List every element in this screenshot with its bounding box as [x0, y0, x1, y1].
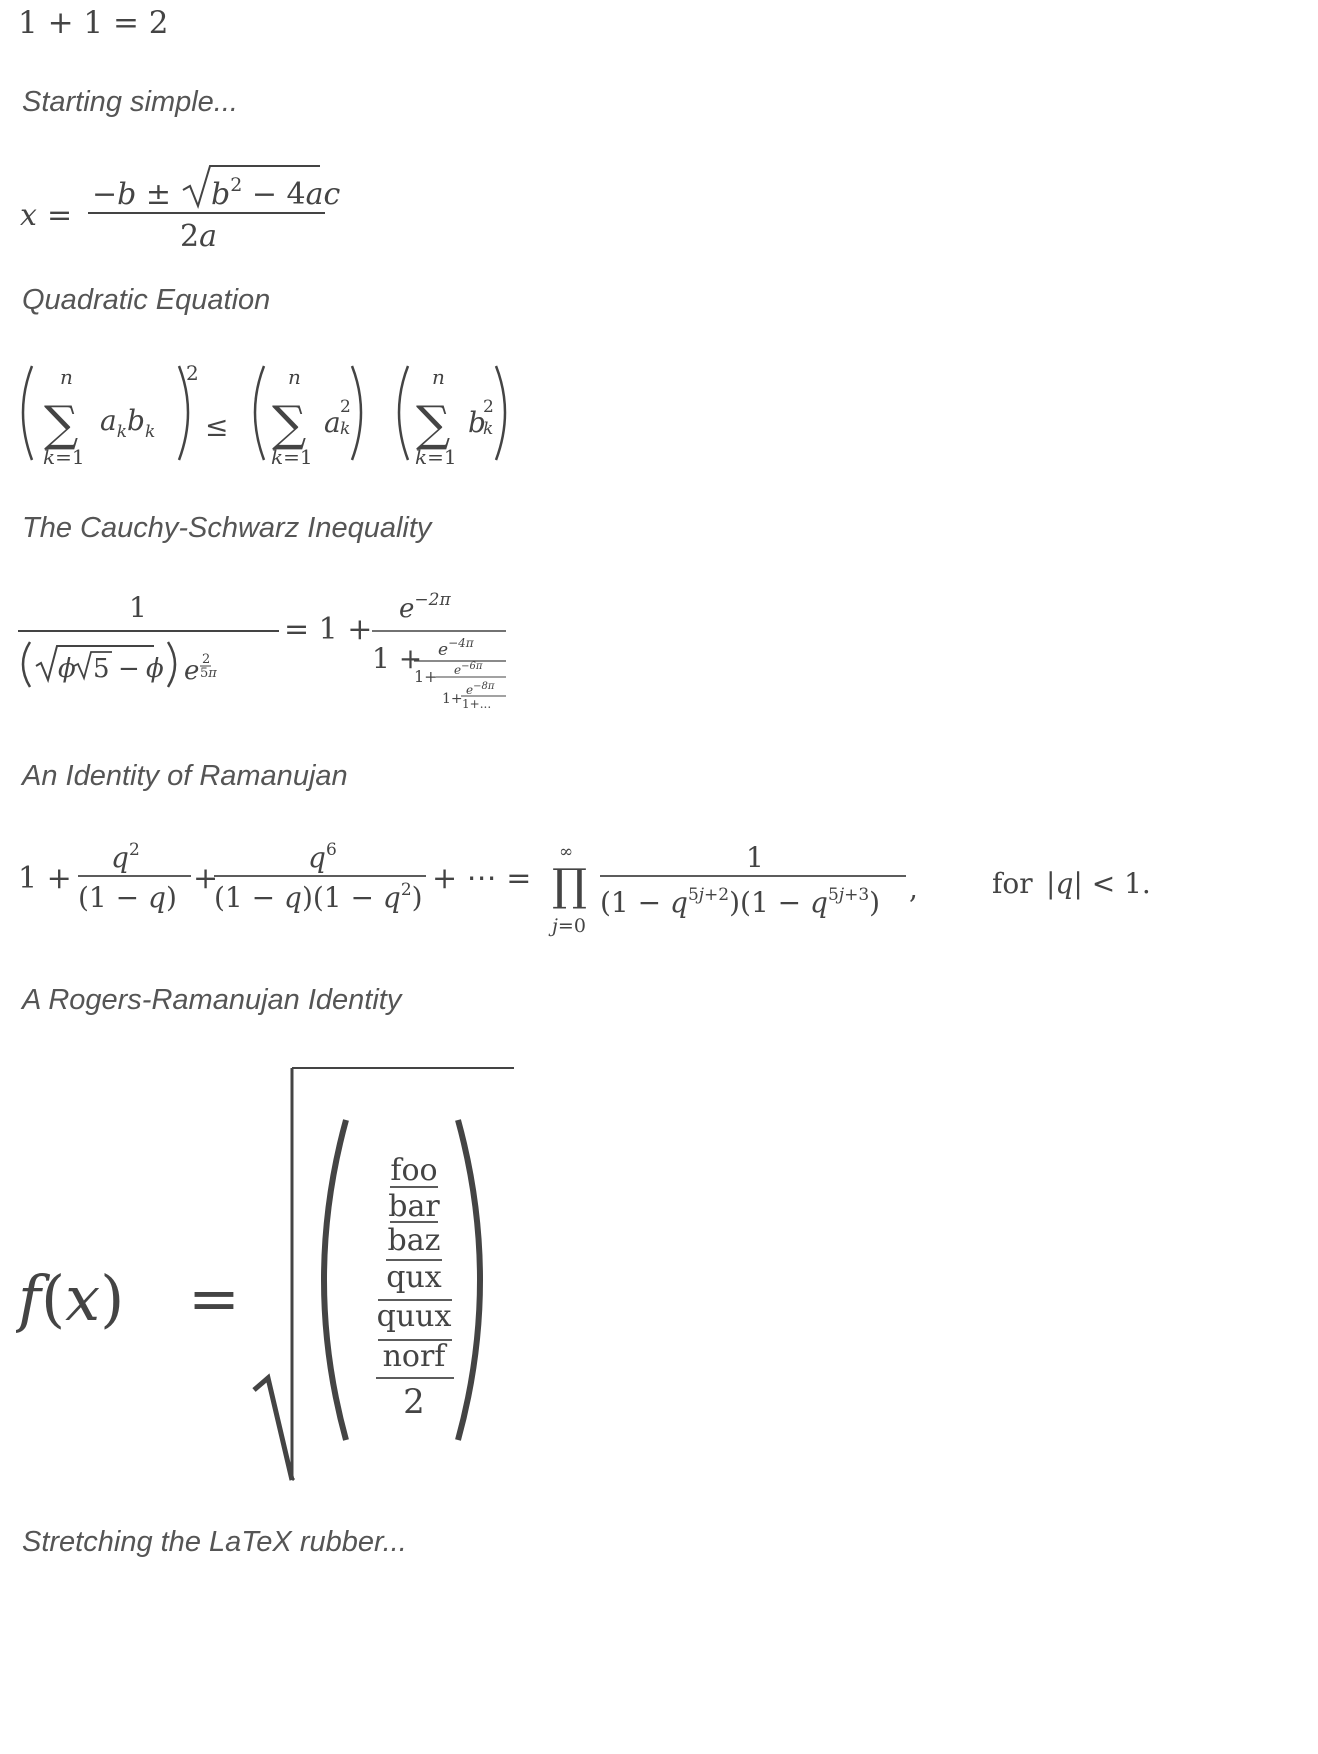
- cf-l3-numerator: $e^{-6}\pi$: [454, 661, 483, 677]
- stretch-word-2: 2: [403, 1382, 425, 1422]
- stretch-word-quux: quux: [376, 1299, 452, 1334]
- stretch-word-norf: norf: [382, 1339, 446, 1374]
- cf-l1-one-plus: 1 +: [372, 642, 423, 675]
- cf-l1-numerator: $e^{-2}\pi$: [399, 590, 451, 624]
- sum2-upper: n: [288, 365, 301, 389]
- left-paren-1: [23, 366, 32, 460]
- ramanujan-exp-num: 2: [202, 652, 211, 667]
- ramanujan-minus: −: [118, 654, 140, 684]
- formula-cauchy-schwarz: [18, 356, 578, 480]
- formula-quadratic: [20, 160, 360, 284]
- formula-rogers-ramanujan: [16, 820, 1296, 954]
- formula-ramanujan-render: [16, 582, 556, 732]
- sum1-lower: k=1: [43, 445, 85, 469]
- caption-simple: Starting simple...: [22, 86, 238, 118]
- rr-frac2-den: $(1 - q)(1 - q^2)$: [214, 880, 423, 914]
- rr-frac2-num: $q^6$: [308, 840, 337, 874]
- stretch-word-bar: bar: [388, 1189, 440, 1224]
- rr-plus-1: +: [193, 861, 219, 896]
- sum3-sup: 2: [483, 397, 494, 417]
- sum3-sigma: ∑: [416, 396, 451, 452]
- sum1-upper: n: [60, 365, 73, 389]
- stretch-f-of-x: f(x): [18, 1262, 125, 1335]
- stretch-word-baz: baz: [387, 1223, 441, 1258]
- sum2-sup: 2: [340, 397, 351, 417]
- formula-ramanujan: [16, 582, 556, 736]
- left-paren-2: [255, 366, 264, 460]
- formula-rogers-ramanujan-render: [16, 820, 1296, 950]
- quadratic-denominator: 2a: [180, 219, 217, 254]
- leq-sign: ≤: [205, 410, 229, 443]
- exponent-2: 2: [186, 361, 199, 385]
- formula-simple-render: [16, 0, 186, 48]
- ramanujan-e: e: [184, 656, 200, 686]
- formula-stretching-render: [16, 1050, 576, 1500]
- rr-comma: ,: [909, 872, 918, 905]
- rr-frac3-num: 1: [746, 841, 764, 874]
- cf-l2-numerator: $e^{-4}\pi$: [438, 636, 474, 660]
- formula-cauchy-schwarz-render: [18, 356, 578, 476]
- stretch-left-paren: [324, 1120, 346, 1440]
- ramanujan-exp-den: 5π: [200, 666, 217, 681]
- cf-l3-one-plus: 1+: [442, 691, 463, 707]
- stretch-equals: =: [188, 1262, 240, 1335]
- sum2-sub: k: [340, 419, 351, 439]
- formula-simple-text: 1 + 1 = 2: [18, 5, 169, 41]
- ramanujan-rparen: [168, 642, 175, 687]
- caption-rogers-ramanujan: A Rogers-Ramanujan Identity: [22, 984, 402, 1016]
- ramanujan-lparen: [23, 642, 30, 687]
- sum2-sigma: ∑: [272, 396, 307, 452]
- sum2-term: a: [324, 406, 341, 439]
- formula-stretching: [16, 1050, 576, 1504]
- caption-stretching: Stretching the LaTeX rubber...: [22, 1526, 407, 1558]
- sum3-sub: k: [483, 419, 494, 439]
- rr-plus-dots-equals: + ⋯ =: [432, 861, 532, 896]
- rr-frac1-num: $q^2$: [111, 840, 140, 874]
- stretch-radical-hook: [254, 1378, 292, 1480]
- stretch-right-paren: [458, 1120, 480, 1440]
- quadratic-x: x: [20, 198, 37, 233]
- stretch-word-qux: qux: [386, 1260, 442, 1295]
- caption-cauchy-schwarz: The Cauchy-Schwarz Inequality: [22, 512, 432, 544]
- rr-condition-for: for: [992, 867, 1033, 900]
- quadratic-numerator-left: −b ±: [92, 177, 172, 212]
- quadratic-radicand: $b^2 - 4ac$: [211, 174, 341, 212]
- ramanujan-five: 5: [93, 654, 110, 684]
- cf-l4-numerator: $e^{-8}\pi$: [466, 681, 495, 697]
- sum3-term: b: [468, 406, 486, 439]
- sum3-upper: n: [432, 365, 445, 389]
- rr-prod-symbol: ∏: [552, 860, 588, 911]
- rr-frac3-den: $(1 - q^{5j+2})(1 - q^{5j+3})$: [600, 885, 881, 919]
- sum3-lower: k=1: [415, 445, 457, 469]
- ramanujan-phi-1: ϕ: [58, 654, 76, 684]
- rr-prod-lower: j=0: [552, 915, 586, 937]
- cf-l4-tail: 1+...: [462, 697, 492, 711]
- sum1-sigma: ∑: [44, 396, 79, 452]
- ramanujan-phi-2: ϕ: [146, 654, 164, 684]
- rr-condition-expr: |q| < 1.: [1046, 867, 1151, 900]
- caption-ramanujan: An Identity of Ramanujan: [22, 760, 348, 792]
- quadratic-equals: =: [47, 198, 73, 233]
- right-paren-3: [496, 366, 505, 460]
- ramanujan-equals-one-plus: = 1 +: [284, 612, 373, 647]
- left-paren-3: [399, 366, 408, 460]
- rr-prod-upper: ∞: [559, 842, 574, 862]
- rr-one-plus: 1 +: [18, 861, 72, 896]
- right-paren-2: [352, 366, 361, 460]
- formula-quadratic-render: [20, 160, 360, 280]
- formula-simple: [16, 0, 186, 52]
- stretch-word-foo: foo: [390, 1153, 438, 1188]
- sum1-term: $a_kb_k$: [100, 404, 156, 442]
- ramanujan-left-numerator: 1: [129, 591, 147, 624]
- cf-l2-one-plus: 1+: [414, 667, 438, 686]
- rr-frac1-den: (1 − q): [78, 881, 177, 914]
- sum2-lower: k=1: [271, 445, 313, 469]
- caption-quadratic: Quadratic Equation: [22, 284, 271, 316]
